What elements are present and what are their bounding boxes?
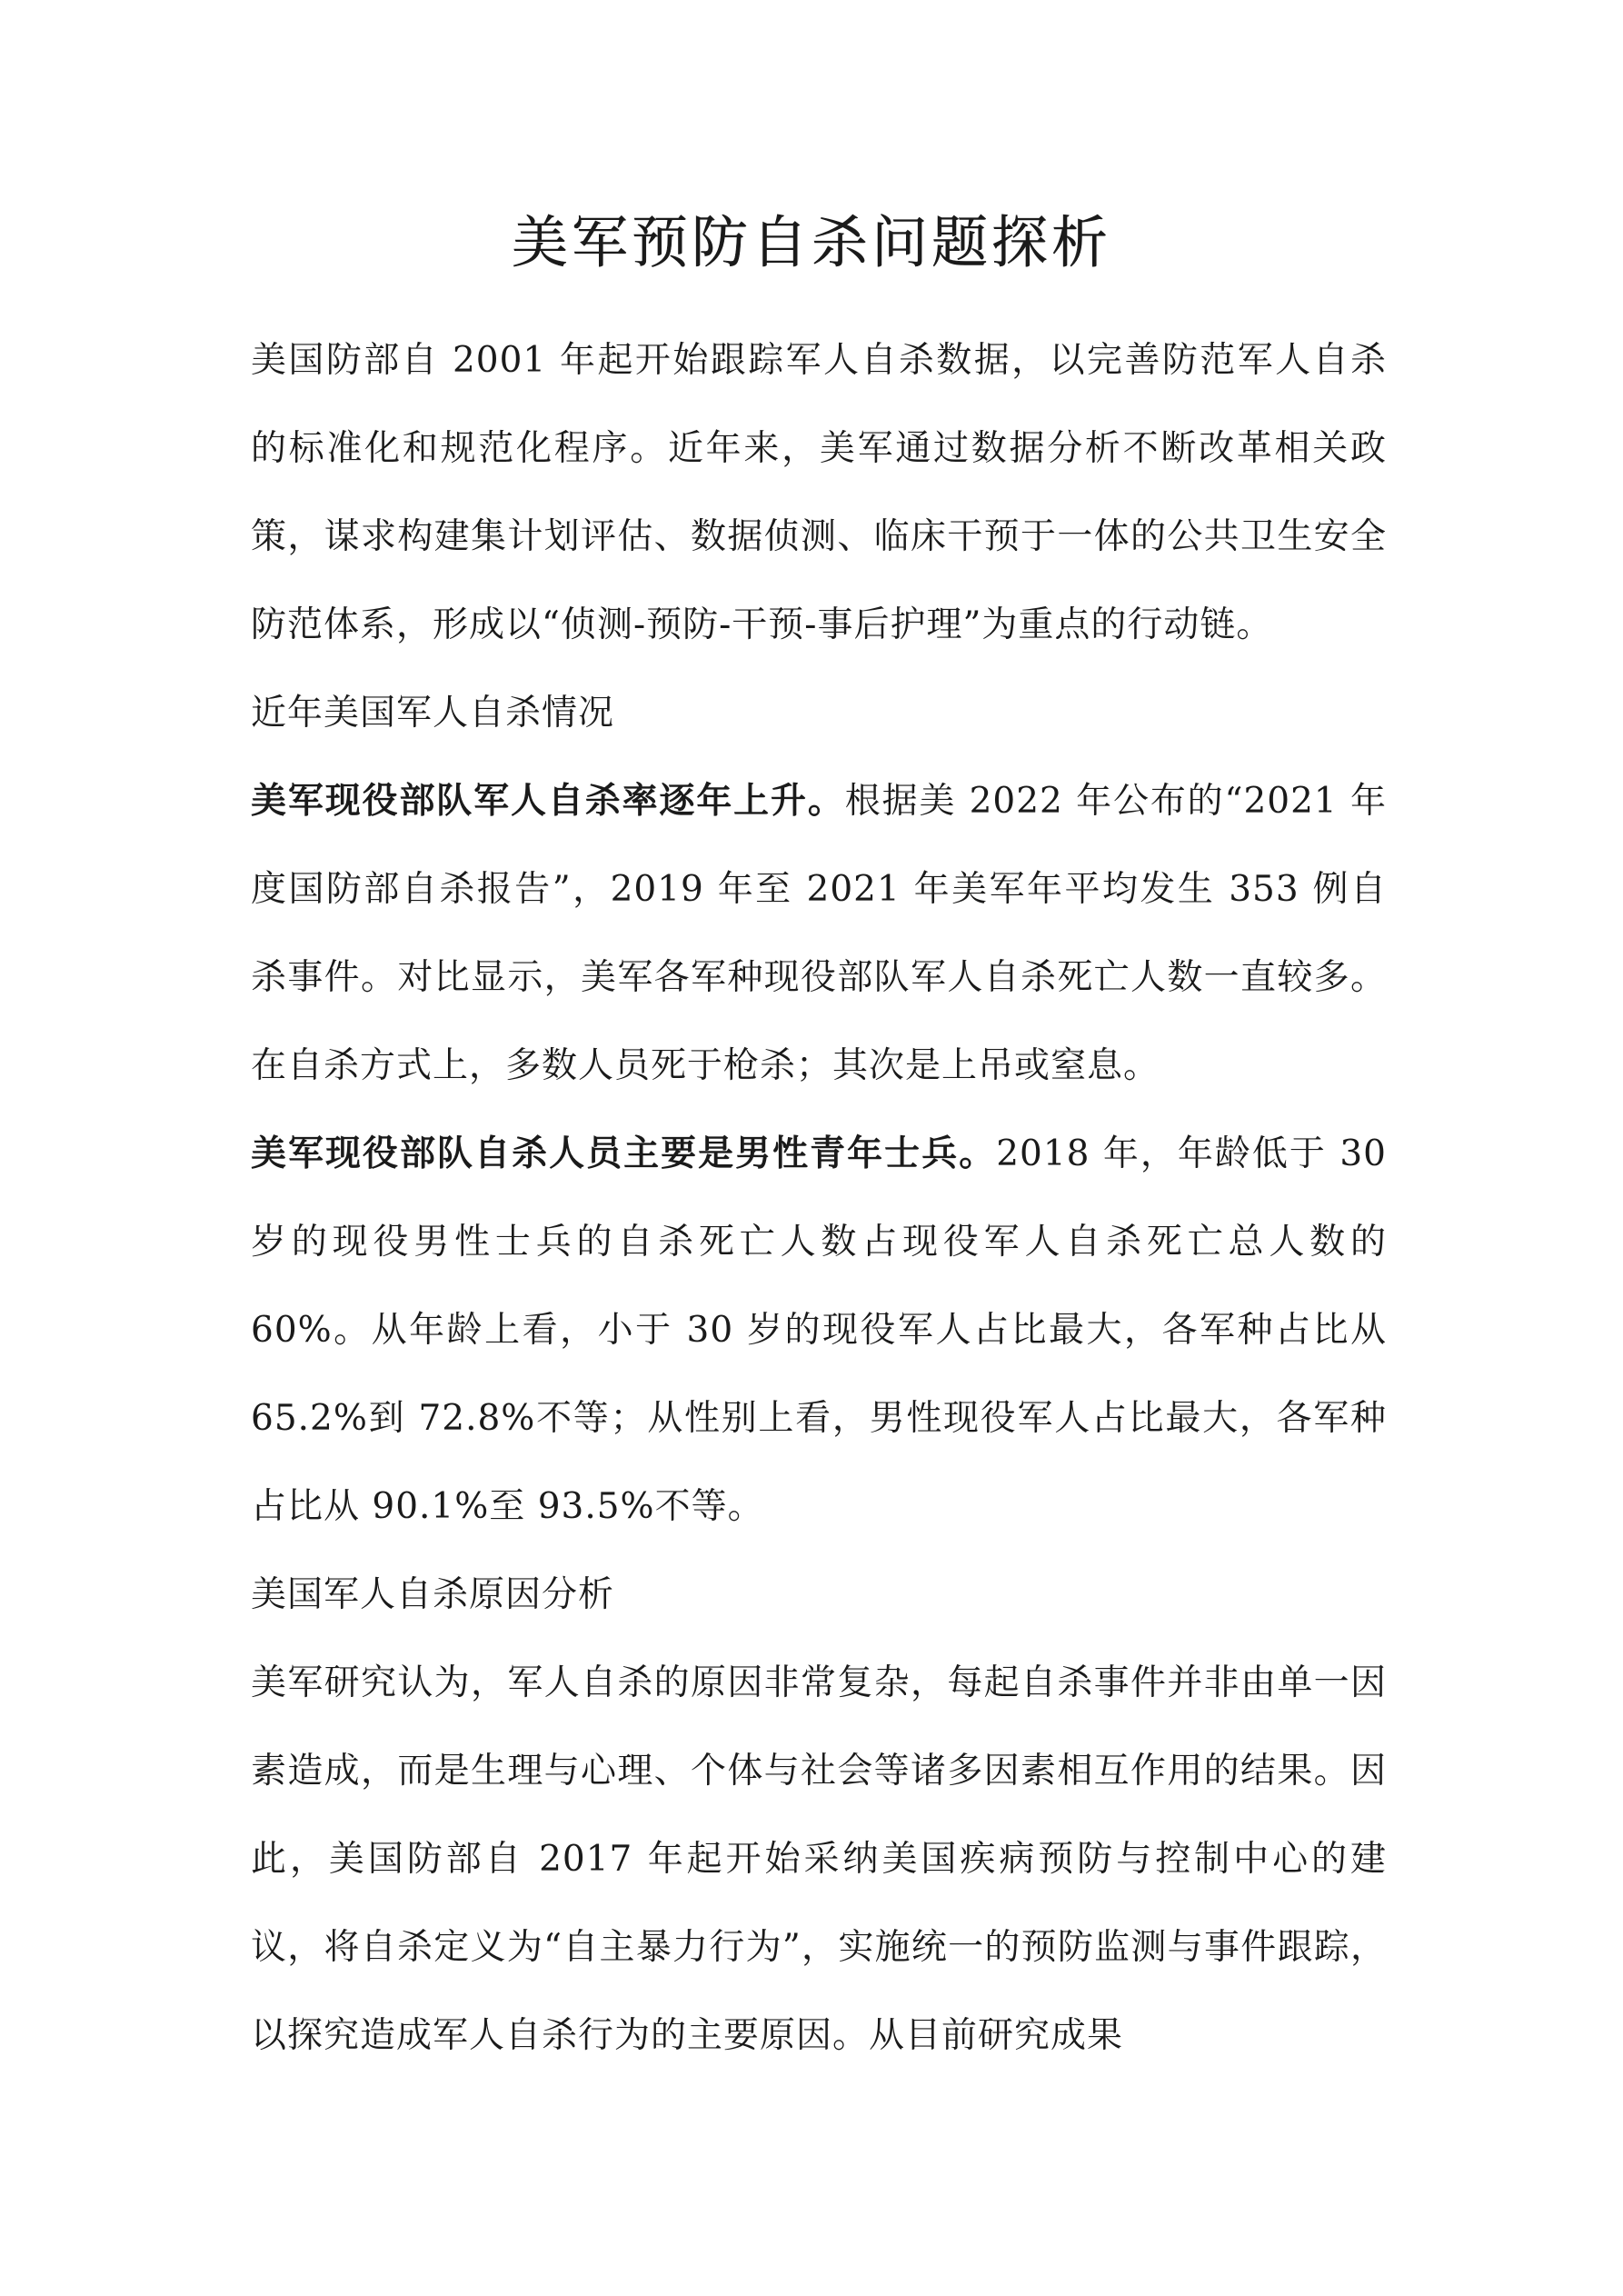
paragraph-body: 2018 年，年龄低于 30 岁的现役男性士兵的自杀死亡人数占现役军人自杀死亡总人数的 60%。从年龄上看，小于 30 岁的现役军人占比最大，各军种占比从 65.2%到 72.8%不等；从性别上看，男性现役军人占比最大，各军种占比从 90.1%至 93.5%不等。 bbox=[251, 1133, 1387, 1527]
section-heading-suicide-situation: 近年美国军人自杀情况 bbox=[251, 693, 615, 734]
document-body bbox=[251, 316, 1387, 2080]
paragraph-cause-analysis: 美军研究认为，军人自杀的原因非常复杂，每起自杀事件并非由单一因素造成，而是生理与心理、个体与社会等诸多因素相互作用的结果。因此，美国防部自 2017 年起开始采纳美国疾病预防与控制中心的建议，将自杀定义为“自主暴力行为”，实施统一的预防监测与事件跟踪，以探究造成军人自杀行为的主要原因。从目前研究成果 bbox=[251, 1662, 1387, 2056]
paragraph-lead: 美军现役部队自杀人员主要是男性青年士兵。 bbox=[251, 1133, 997, 1174]
intro-paragraph: 美国防部自 2001 年起开始跟踪军人自杀数据，以完善防范军人自杀的标准化和规范化程序。近年来，美军通过数据分析不断改革相关政策，谋求构建集计划评估、数据侦测、临床干预于一体的公共卫生安全防范体系，形成以“侦测-预防-干预-事后护理”为重点的行动链。 bbox=[251, 340, 1387, 645]
paragraph-suicide-rate bbox=[251, 757, 1387, 1110]
paragraph-body: 根据美 2022 年公布的“2021 年度国防部自杀报告”，2019 年至 2021 年美军年平均发生 353 例自杀事件。对比显示，美军各军种现役部队军人自杀死亡人数一直较多。在自杀方式上，多数人员死于枪杀；其次是上吊或窒息。 bbox=[251, 781, 1387, 1086]
paragraph-demographics bbox=[251, 1110, 1387, 1551]
paragraph-lead: 美军现役部队军人自杀率逐年上升。 bbox=[251, 780, 845, 822]
document-title: 美军预防自杀问题探析 bbox=[511, 209, 1111, 275]
section-heading-cause-analysis: 美国军人自杀原因分析 bbox=[251, 1574, 615, 1615]
